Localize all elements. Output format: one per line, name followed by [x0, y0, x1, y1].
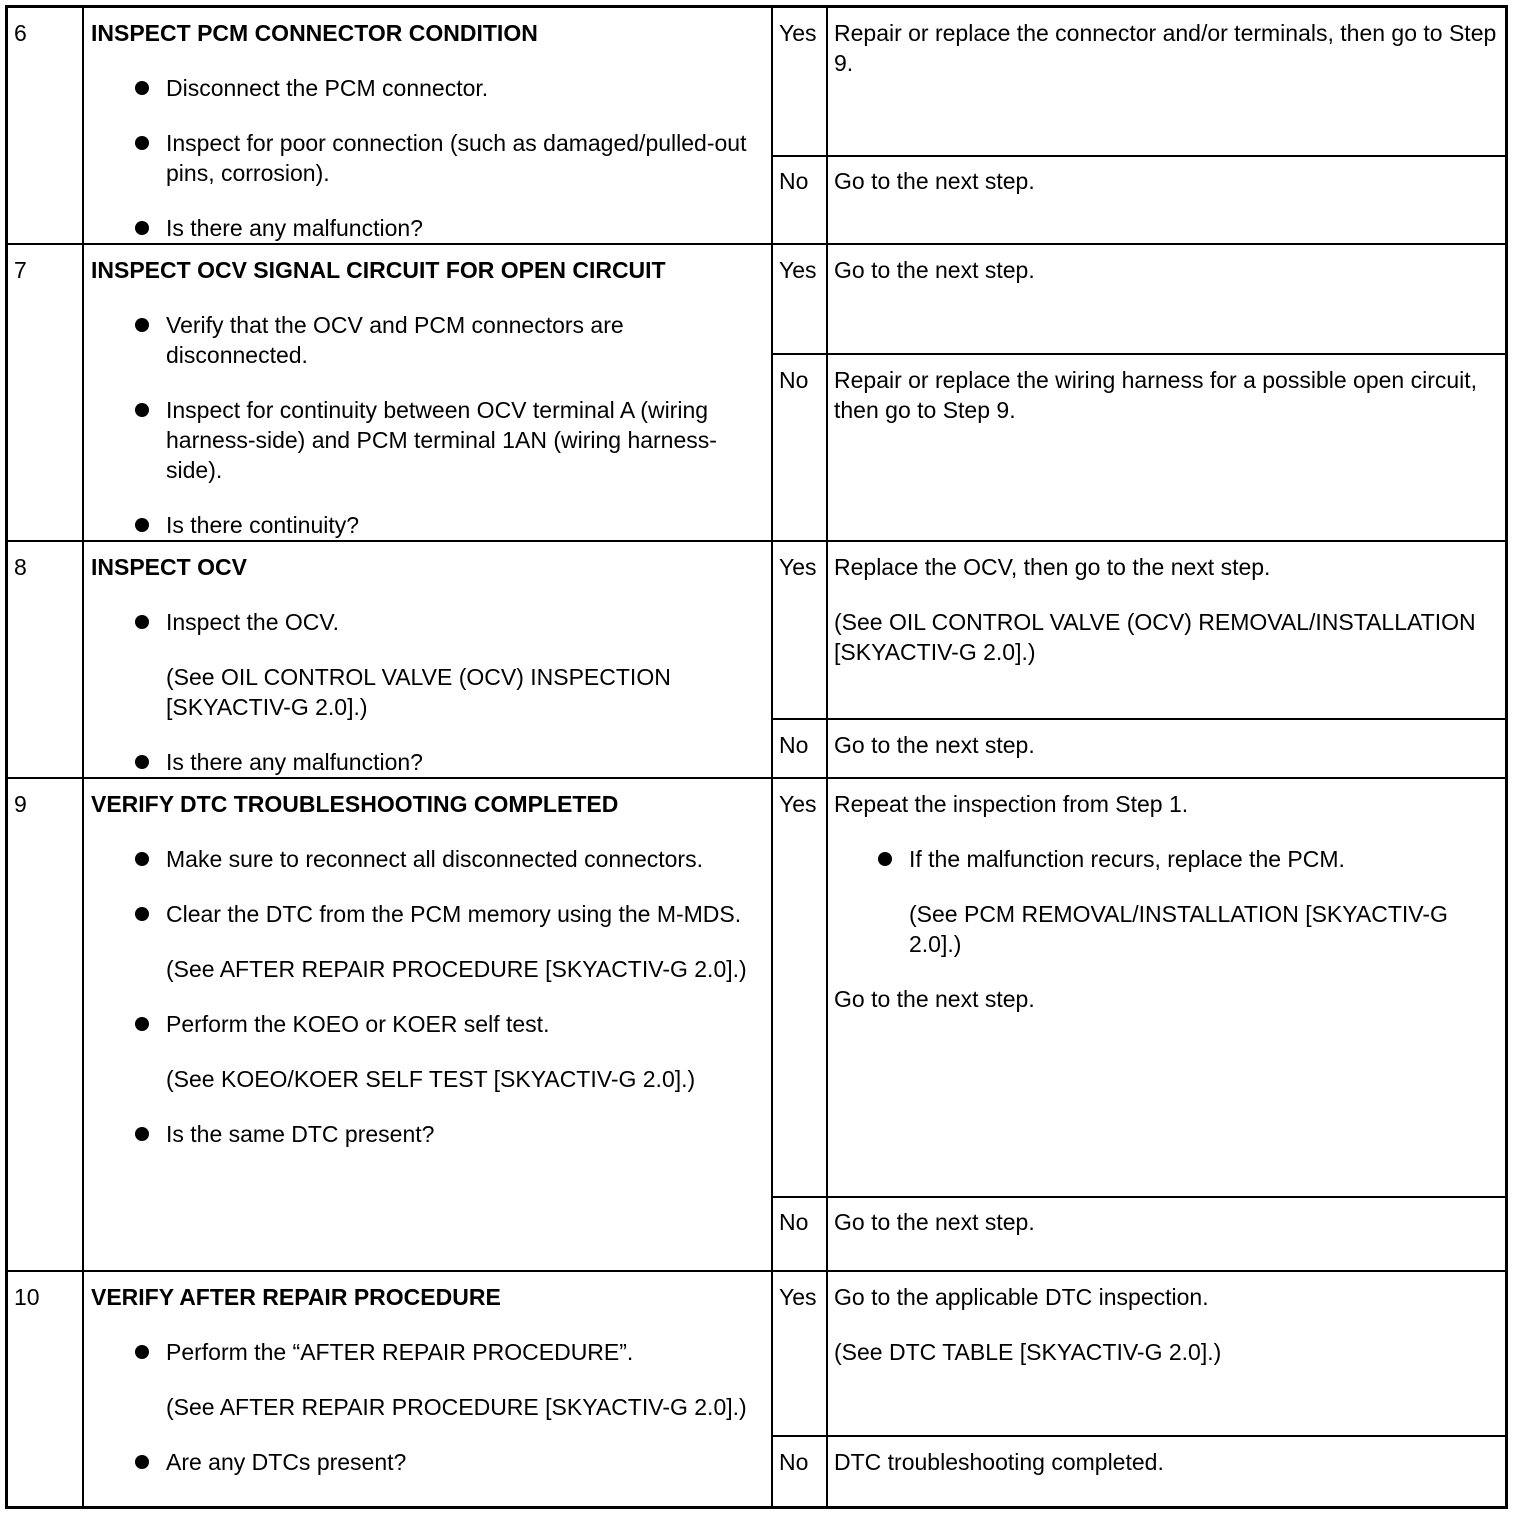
yes-result: Repair or replace the connector and/or terminals, then go to Step 9. [834, 20, 1497, 76]
step-bullet: Perform the KOEO or KOER self test. (See KOEO/KOER SELF TEST [SKYACTIV-G 2.0].) [166, 1009, 759, 1094]
troubleshooting-table [5, 5, 1508, 1509]
step-content [91, 789, 759, 1149]
table-row-step-6 [8, 8, 1505, 243]
result-reference: (See PCM REMOVAL/INSTALLATION [SKYACTIV-G 2.0].) [909, 901, 1448, 957]
bullet-dot-icon [878, 852, 892, 866]
step-bullet: Inspect the OCV. (See OIL CONTROL VALVE (OCV) INSPECTION [SKYACTIV-G 2.0].) [166, 607, 759, 722]
step-title: INSPECT OCV [91, 554, 247, 580]
yes-result: Go to the applicable DTC inspection. (See DTC TABLE [SKYACTIV-G 2.0].) [834, 1282, 1502, 1367]
bullet-dot-icon [135, 907, 149, 921]
yes-label: Yes [779, 20, 817, 46]
step-number: 6 [14, 20, 27, 46]
no-label: No [779, 367, 809, 393]
no-result: Go to the next step. [834, 1209, 1035, 1235]
table-row-step-9 [8, 777, 1505, 1272]
step-number: 7 [14, 257, 27, 283]
step-bullet: Make sure to reconnect all disconnected connectors. [166, 844, 759, 874]
step-title: INSPECT PCM CONNECTOR CONDITION [91, 20, 538, 46]
step-bullet: Inspect for continuity between OCV terminal A (wiring harness-side) and PCM terminal 1AN (wiring harness-side). [166, 395, 759, 485]
step-bullet: Is there any malfunction? [166, 213, 759, 243]
step-title: INSPECT OCV SIGNAL CIRCUIT FOR OPEN CIRCUIT [91, 257, 666, 283]
yes-label: Yes [779, 1284, 817, 1310]
no-label: No [779, 732, 809, 758]
step-bullet: Are any DTCs present? [166, 1447, 759, 1477]
no-result: Go to the next step. [834, 168, 1035, 194]
bullet-dot-icon [135, 755, 149, 769]
step-title: VERIFY DTC TROUBLESHOOTING COMPLETED [91, 791, 619, 817]
yes-label: Yes [779, 257, 817, 283]
result-bullet: If the malfunction recurs, replace the PCM. [909, 844, 1502, 874]
no-result: DTC troubleshooting completed. [834, 1449, 1164, 1475]
table-row-step-8 [8, 540, 1505, 779]
step-content [91, 18, 759, 243]
bullet-dot-icon [135, 615, 149, 629]
no-label: No [779, 1449, 809, 1475]
yes-result: Go to the next step. [834, 257, 1035, 283]
bullet-dot-icon [135, 318, 149, 332]
bullet-dot-icon [135, 221, 149, 235]
yes-result: Repeat the inspection from Step 1. If the malfunction recurs, replace the PCM. (See PCM REMOVAL/INSTALLATION [SKYACTIV-G 2.0].) Go to the next step. [834, 789, 1502, 1014]
bullet-dot-icon [135, 81, 149, 95]
no-label: No [779, 168, 809, 194]
step-content [91, 255, 759, 540]
bullet-dot-icon [135, 1345, 149, 1359]
step-reference: (See OIL CONTROL VALVE (OCV) INSPECTION [SKYACTIV-G 2.0].) [166, 664, 671, 720]
step-title: VERIFY AFTER REPAIR PROCEDURE [91, 1284, 501, 1310]
step-bullet: Clear the DTC from the PCM memory using the M-MDS. (See AFTER REPAIR PROCEDURE [SKYACTIV-G 2.0].) [166, 899, 759, 984]
step-bullet: Perform the “AFTER REPAIR PROCEDURE”. (See AFTER REPAIR PROCEDURE [SKYACTIV-G 2.0].) [166, 1337, 759, 1422]
step-number: 8 [14, 554, 27, 580]
no-label: No [779, 1209, 809, 1235]
table-row-step-7 [8, 243, 1505, 542]
bullet-dot-icon [135, 518, 149, 532]
bullet-dot-icon [135, 403, 149, 417]
result-reference: (See DTC TABLE [SKYACTIV-G 2.0].) [834, 1339, 1222, 1365]
step-content [91, 552, 759, 777]
result-reference: (See OIL CONTROL VALVE (OCV) REMOVAL/INSTALLATION [SKYACTIV-G 2.0].) [834, 609, 1476, 665]
step-reference: (See AFTER REPAIR PROCEDURE [SKYACTIV-G 2.0].) [166, 956, 747, 982]
bullet-dot-icon [135, 1455, 149, 1469]
bullet-dot-icon [135, 1127, 149, 1141]
step-number: 10 [14, 1284, 40, 1310]
bullet-dot-icon [135, 1017, 149, 1031]
bullet-dot-icon [135, 136, 149, 150]
result-followup: Go to the next step. [834, 986, 1035, 1012]
step-number: 9 [14, 791, 27, 817]
table-row-step-10 [8, 1270, 1505, 1508]
step-content [91, 1282, 759, 1477]
step-bullet: Is there any malfunction? [166, 747, 759, 777]
yes-label: Yes [779, 554, 817, 580]
step-bullet: Is the same DTC present? [166, 1119, 759, 1149]
bullet-dot-icon [135, 852, 149, 866]
step-bullet: Disconnect the PCM connector. [166, 73, 759, 103]
yes-result: Replace the OCV, then go to the next step. (See OIL CONTROL VALVE (OCV) REMOVAL/INSTALLATION [SKYACTIV-G 2.0].) [834, 552, 1502, 667]
no-result: Repair or replace the wiring harness for a possible open circuit, then go to Step 9. [834, 367, 1478, 423]
step-reference: (See KOEO/KOER SELF TEST [SKYACTIV-G 2.0].) [166, 1066, 696, 1092]
yes-label: Yes [779, 791, 817, 817]
step-reference: (See AFTER REPAIR PROCEDURE [SKYACTIV-G 2.0].) [166, 1394, 747, 1420]
no-result: Go to the next step. [834, 732, 1035, 758]
step-bullet: Inspect for poor connection (such as damaged/pulled-out pins, corrosion). [166, 128, 759, 188]
step-bullet: Is there continuity? [166, 510, 759, 540]
step-bullet: Verify that the OCV and PCM connectors are disconnected. [166, 310, 759, 370]
